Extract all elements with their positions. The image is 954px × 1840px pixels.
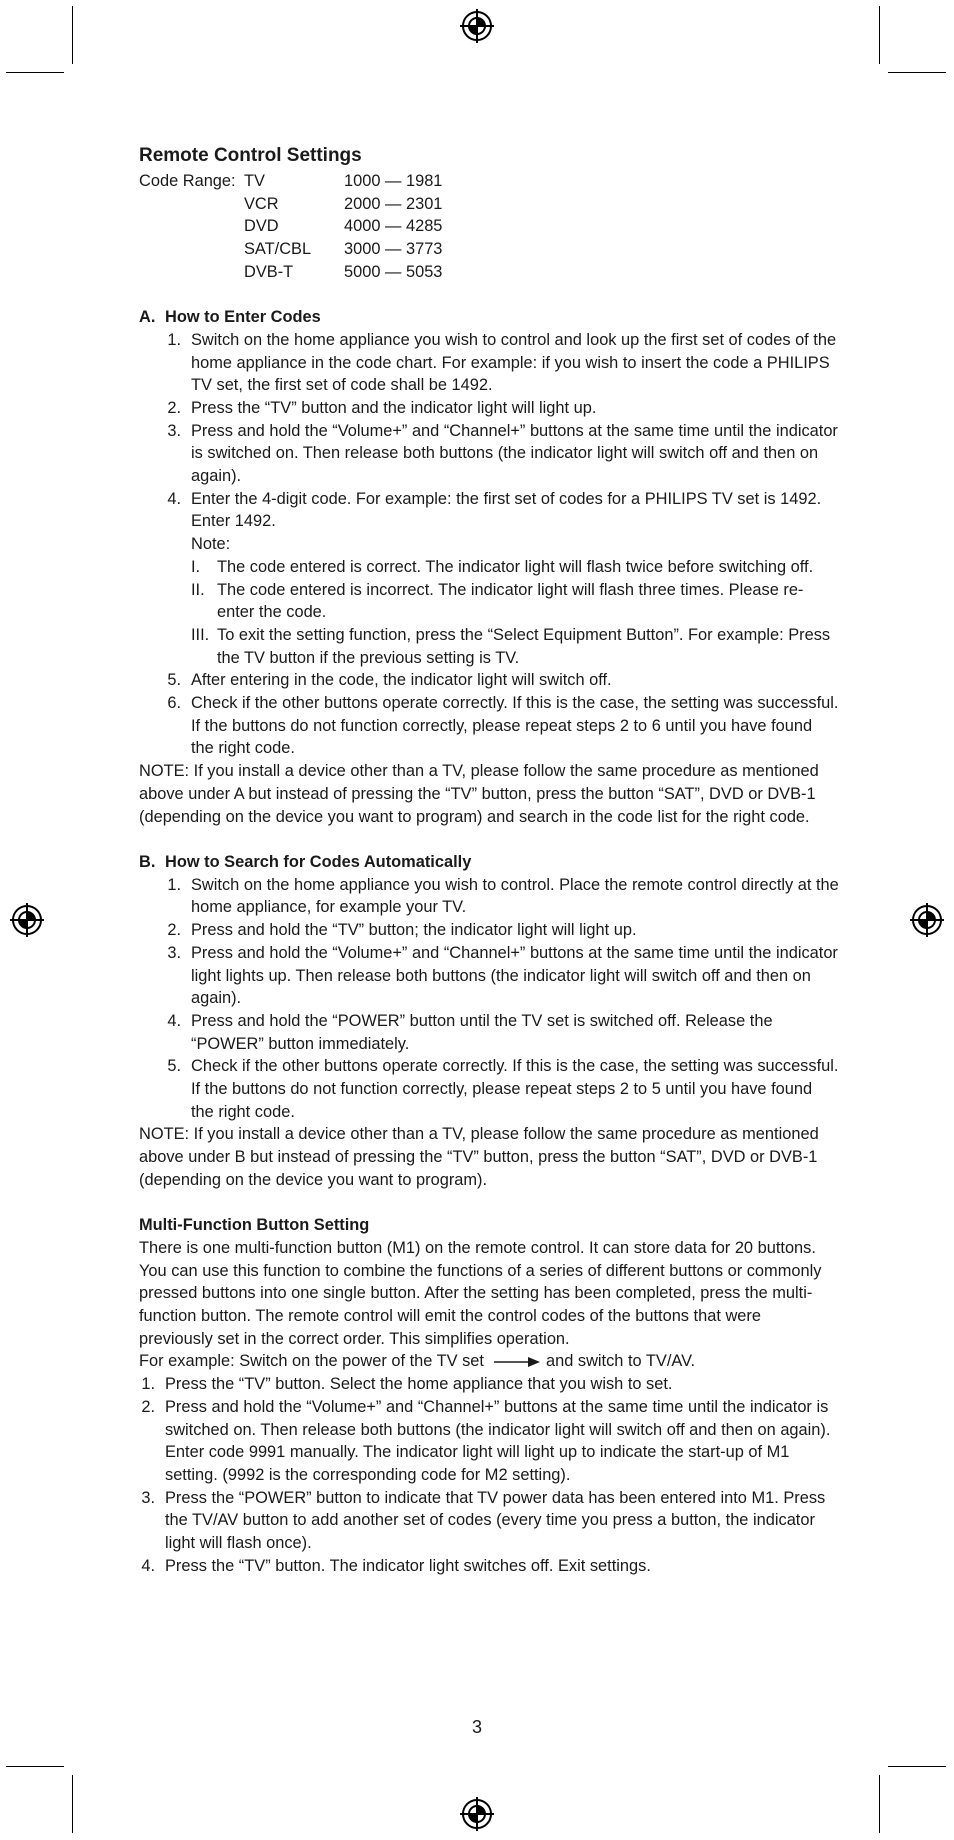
device-name: DVB-T: [244, 262, 294, 281]
note-item: [191, 624, 839, 669]
code-range-row: [139, 215, 839, 238]
list-item: [139, 1055, 839, 1123]
section-b-heading: [139, 851, 839, 874]
section-a-steps: [139, 329, 839, 760]
step-text: Press and hold the “Volume+” and “Channel+” buttons at the same time until the indicator is switched on. Then release both buttons (the indicator light will switch off and then on again).: [191, 421, 838, 486]
step-number: 4.: [167, 489, 181, 508]
code-range-value: 2000 — 2301: [344, 194, 443, 213]
step-number: 6.: [167, 694, 181, 713]
section-b-note: NOTE: If you install a device other than a TV, please follow the same procedure as mentioned above under B but instead of pressing the “TV” button, press the button “SAT”, DVD or DVB-1 (depending on the device you want to program).: [139, 1125, 819, 1189]
device-name: TV: [244, 172, 265, 190]
section-title: How to Search for Codes Automatically: [165, 852, 472, 871]
note-text: To exit the setting function, press the “Select Equipment Button”. For example: Press the TV button if the previous setting is TV.: [217, 625, 831, 667]
crop-mark: [888, 72, 946, 73]
list-item: [139, 329, 839, 397]
list-item: [139, 1396, 839, 1487]
list-item: [139, 420, 839, 488]
code-range-row: [139, 193, 839, 216]
code-range-label: Code Range:: [139, 172, 236, 190]
multi-function-example: [139, 1350, 839, 1373]
device-name: VCR: [244, 194, 279, 213]
code-range-table: [139, 170, 839, 283]
multi-function-steps: [139, 1373, 839, 1577]
page-content: [139, 143, 839, 1577]
section-b-steps: [139, 874, 839, 1124]
step-number: 5.: [167, 671, 181, 690]
list-item: [139, 919, 839, 942]
step-number: 3.: [167, 421, 181, 440]
list-item: [139, 692, 839, 760]
step-text: Enter the 4-digit code. For example: the first set of codes for a PHILIPS TV set is 1492. Enter 1492.: [191, 489, 822, 531]
step-text: Press the “TV” button. The indicator light switches off. Exit settings.: [165, 1556, 651, 1575]
multi-function-heading: Multi-Function Button Setting: [139, 1216, 370, 1235]
list-item: [139, 488, 839, 670]
step-text: Press and hold the “TV” button; the indicator light will light up.: [191, 921, 637, 940]
list-item: [139, 397, 839, 420]
step-number: 1.: [141, 1375, 155, 1394]
note-number: III.: [191, 625, 210, 644]
crop-mark: [879, 6, 880, 64]
note-list: [191, 556, 839, 670]
step-number: 2.: [167, 398, 181, 417]
example-text: and switch to TV/AV.: [545, 1352, 696, 1371]
step-text: Press and hold the “Volume+” and “Channel+” buttons at the same time until the indicator light lights up. Then release both buttons (the indicator light will switch off and then on again).: [191, 943, 838, 1008]
crop-mark: [879, 1775, 880, 1833]
multi-function-intro: There is one multi-function button (M1) on the remote control. It can store data for 20 buttons. You can use this function to combine the functions of a series of different buttons or commonly pressed buttons into one single button. After the setting has been completed, press the multi-function button. The remote control will emit the control codes of the buttons that were previously set in the correct order. This simplifies operation.: [139, 1238, 822, 1348]
step-number: 2.: [167, 921, 181, 940]
step-text: Switch on the home appliance you wish to control and look up the first set of codes of the home appliance in the code chart. For example: if you wish to insert the code a PHILIPS TV set, the first set of code shall be 1492.: [191, 330, 837, 395]
note-item: [191, 556, 839, 579]
step-number: 4.: [167, 1011, 181, 1030]
list-item: [139, 1555, 839, 1578]
code-range-row: [139, 238, 839, 261]
code-range-value: 4000 — 4285: [344, 217, 443, 236]
note-number: II.: [191, 580, 205, 599]
crop-mark: [72, 1775, 73, 1833]
registration-mark-icon: [460, 9, 494, 43]
step-text: Press and hold the “POWER” button until the TV set is switched off. Release the “POWER” button immediately.: [191, 1011, 773, 1053]
section-title: How to Enter Codes: [165, 308, 321, 327]
list-item: [139, 1487, 839, 1555]
device-name: DVD: [244, 217, 279, 236]
step-number: 5.: [167, 1057, 181, 1076]
page-number: 3: [471, 1717, 482, 1737]
code-range-value: 5000 — 5053: [344, 262, 443, 281]
step-text: Press the “TV” button. Select the home appliance that you wish to set.: [165, 1375, 673, 1394]
step-text: Check if the other buttons operate correctly. If this is the case, the setting was successful. If the buttons do not function correctly, please repeat steps 2 to 5 until you have found the right code.: [191, 1057, 839, 1121]
step-number: 4.: [141, 1556, 155, 1575]
registration-mark-icon: [10, 903, 44, 937]
step-number: 3.: [141, 1488, 155, 1507]
list-item: [139, 874, 839, 919]
section-a-note: NOTE: If you install a device other than a TV, please follow the same procedure as mentioned above under A but instead of pressing the “TV” button, press the button “SAT”, DVD or DVB-1 (depending on the device you want to program) and search in the code list for the right code.: [139, 762, 819, 826]
note-number: I.: [191, 557, 201, 576]
example-text: For example: Switch on the power of the TV set: [139, 1352, 484, 1371]
code-range-value: 1000 — 1981: [344, 172, 443, 190]
list-item: [139, 1010, 839, 1055]
section-a-heading: [139, 306, 839, 329]
step-text: Press and hold the “Volume+” and “Channel+” buttons at the same time until the indicator is switched on. Then release both buttons (the indicator light will switch off and then on again).: [165, 1397, 831, 1439]
note-item: [191, 579, 839, 624]
registration-mark-icon: [910, 903, 944, 937]
step-text: After entering in the code, the indicator light will switch off.: [191, 671, 612, 690]
step-number: 2.: [141, 1397, 155, 1416]
code-range-row: [139, 261, 839, 284]
crop-mark: [6, 1766, 64, 1767]
code-range-row: [139, 170, 839, 193]
page-title: Remote Control Settings: [139, 145, 362, 166]
step-number: 3.: [167, 943, 181, 962]
step-text: Check if the other buttons operate correctly. If this is the case, the setting was successful. If the buttons do not function correctly, please repeat steps 2 to 6 until you have found the right code.: [191, 694, 839, 758]
list-item: [139, 669, 839, 692]
list-item: [139, 942, 839, 1010]
step-text: Press the “POWER” button to indicate that TV power data has been entered into M1. Press the TV/AV button to add another set of codes (every time you press a button, the indicator light will flash once).: [165, 1488, 826, 1553]
note-label: Note:: [191, 535, 231, 554]
list-item: [139, 1373, 839, 1396]
crop-mark: [72, 6, 73, 64]
step-extra-text: Enter code 9991 manually. The indicator light will light up to indicate the start-up of M1 setting. (9992 is the corresponding code for M2 setting).: [165, 1443, 790, 1484]
step-text: Switch on the home appliance you wish to control. Place the remote control directly at the home appliance, for example your TV.: [191, 875, 839, 917]
step-text: Press the “TV” button and the indicator light will light up.: [191, 398, 597, 417]
note-text: The code entered is incorrect. The indicator light will flash three times. Please re-enter the code.: [217, 580, 804, 622]
note-text: The code entered is correct. The indicator light will flash twice before switching off.: [217, 557, 814, 576]
registration-mark-icon: [460, 1797, 494, 1831]
code-range-value: 3000 — 3773: [344, 240, 443, 259]
section-letter: B.: [139, 852, 156, 871]
device-name: SAT/CBL: [244, 240, 312, 259]
step-number: 1.: [167, 875, 181, 894]
arrow-right-icon: [494, 1357, 540, 1367]
step-number: 1.: [167, 330, 181, 349]
crop-mark: [888, 1766, 946, 1767]
section-letter: A.: [139, 308, 156, 327]
crop-mark: [6, 72, 64, 73]
